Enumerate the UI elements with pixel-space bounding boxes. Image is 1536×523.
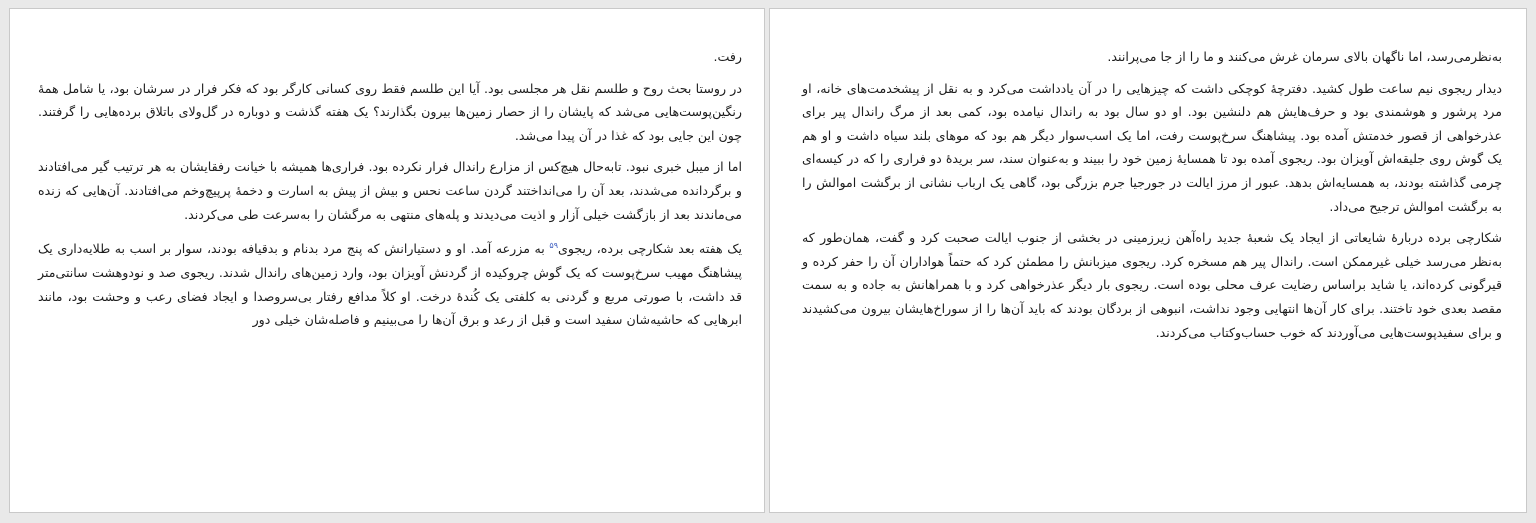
paragraph: در روستا بحث روح و طلسم نقل هر مجلسی بود. آیا این طلسم فقط روی کسانی کارگر بود که فکر فرار در سرشان بود، یا شامل همهٔ رنگین‌پوست‌هایی می‌شد که پایشان را از حصار زمین‌ها بیرون بگذارند؟ یک هفته گذشت و دوباره در گل‌ولای باتلاق برده‌هایی را گرفتند. چون این جایی بود که غذا در آن پیدا می‌شد. xyxy=(38,80,742,143)
page-right-text xyxy=(802,45,1502,352)
paragraph: دیدار ریجوی نیم ساعت طول کشید. دفترچهٔ کوچکی داشت که چیزهایی را در آن یادداشت می‌کرد و به نقل از پیشخدمت‌های خانه، او مرد پرشور و هوشمندی بود و حرف‌هایش هم دلنشین بود. او دو سال بود به راندال نیامده بود، کمی بعد از مرگ راندال پیر برای عذرخواهی از قصور خدمتش آمده بود. پیشاهنگ سرخ‌پوست رفت، اما یک اسب‌سوار دیگر هم بود که موهای بلند سیاه داشت و او هم یک گوش روی جلیقه‌اش آویزان بود. ریجوی آمده بود تا همسایهٔ زمین خود را ببیند و به‌عنوان سند، سر بریدهٔ دو فراری را که در کیسه‌ای چرمی گذاشته بودند، به همسایه‌اش بدهد. عبور از مرز ایالت در جورجیا جرم بزرگی بود، گاهی یک ارباب نشانی از برگشت اموالش را به برگشت اموالش ترجیح می‌داد. xyxy=(802,80,1502,214)
page-right xyxy=(769,8,1527,513)
footnote-reference-link[interactable]: ۵۹ xyxy=(549,241,558,251)
paragraph-text: به مزرعه آمد. او و دستیارانش که پنج مرد بدنام و بدقیافه بودند، سوار بر اسب به طلایه‌داری یک پیشاهنگ مهیب سرخ‌پوست که یک گوش چروکیده از گردنش آویزان بود، وارد زمین‌های راندال شدند. ریجوی صد و نودوهشت سانتی‌متر قد داشت، با صورتی مربع و گردنی به کلفتی یک کُندهٔ درخت. او کلاً مدافع رفتار بی‌سروصدا و ایجاد فضای رعب و وحشت بود، مانند ابرهایی که حاشیه‌شان سفید است و قبل از رعد و برق آن‌ها را می‌بینیم و فاصله‌شان خیلی دور xyxy=(38,241,742,328)
paragraph: رفت. xyxy=(713,49,742,64)
paragraph xyxy=(38,234,742,332)
page-left xyxy=(9,8,765,513)
paragraph: اما از میبل خبری نبود. تابه‌حال هیچ‌کس از مزارع راندال فرار نکرده بود. فراری‌ها همیشه با خیانت رفقایشان به هر ترتیب گیر می‌افتادند و برگردانده می‌شدند، بعد آن را می‌انداختند گردن ساعت نحس و بیش از پیش به اسارت و دخمهٔ پرپیچ‌وخم می‌افتادند. آن‌هایی که زنده می‌ماندند بعد از بازگشت خیلی آزار و اذیت می‌دیدند و پله‌های منتهی به مرگشان را به‌سرعت طی می‌کردند. xyxy=(38,159,742,222)
page-left-text xyxy=(38,45,742,340)
paragraph: شکارچی برده دربارهٔ شایعاتی از ایجاد یک شعبهٔ جدید راه‌آهن زیرزمینی در بخشی از جنوب ایالت صحبت کرد و گفت، همان‌طور که به‌نظر می‌رسد خیلی غیرممکن است. راندال پیر هم مسخره کرد. ریجوی میزبانش را مطمئن کرد که حتماً هواداران آن را حفر کرده و قیرگونی کرده‌اند، یا شاید براساس رضایت عرف محلی بوده است. ریجوی بار دیگر عذرخواهی کرد و با همراهانش به جاده و به سمت مقصد بعدی خود تاختند. برای کار آن‌ها انتهایی وجود نداشت، انبوهی از بردگان بودند که باید آن‌ها را از سوراخ‌هایشان بیرون می‌کشیدند و برای سفیدپوست‌هایی می‌آوردند که خوب حساب‌وکتاب می‌کردند. xyxy=(802,230,1502,340)
paragraph-text: یک هفته بعد شکارچی برده، ریجوی xyxy=(557,241,742,257)
paragraph: به‌نظرمی‌رسد، اما ناگهان بالای سرمان غرش می‌کنند و ما را از جا می‌پرانند. xyxy=(1107,49,1502,64)
